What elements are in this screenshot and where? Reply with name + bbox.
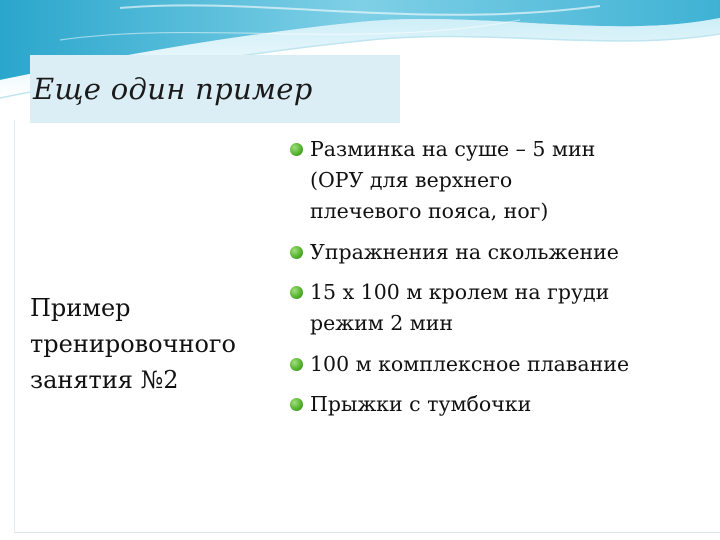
left-rule — [14, 120, 15, 532]
left-caption-line: Пример — [30, 294, 131, 322]
bullet-text: (ОРУ для верхнего — [310, 168, 513, 192]
left-caption-line: занятия №2 — [30, 366, 179, 394]
bullet-item — [290, 349, 710, 380]
bullet-text: Прыжки с тумбочки — [310, 392, 532, 416]
bullet-list — [290, 134, 710, 430]
bullet-text: режим 2 мин — [310, 311, 454, 335]
bullet-text: Разминка на суше – 5 мин — [310, 137, 596, 161]
bullet-item — [290, 389, 710, 420]
bullet-icon — [290, 358, 303, 371]
left-caption — [30, 290, 280, 398]
bullet-icon — [290, 143, 303, 156]
left-caption-line: тренировочного — [30, 330, 236, 358]
bullet-text: плечевого пояса, ног) — [310, 199, 549, 223]
bullet-icon — [290, 246, 303, 259]
bullet-text: Упражнения на скольжение — [310, 239, 619, 264]
slide-title: Еще один пример — [33, 72, 313, 106]
bullet-icon — [290, 286, 303, 299]
bullet-item — [290, 277, 710, 339]
bullet-item — [290, 237, 710, 268]
bullet-item — [290, 134, 710, 227]
bullet-icon — [290, 398, 303, 411]
bottom-rule — [14, 532, 720, 533]
bullet-text: 15 х 100 м кролем на груди — [310, 280, 610, 304]
bullet-text: 100 м комплексное плавание — [310, 351, 630, 376]
